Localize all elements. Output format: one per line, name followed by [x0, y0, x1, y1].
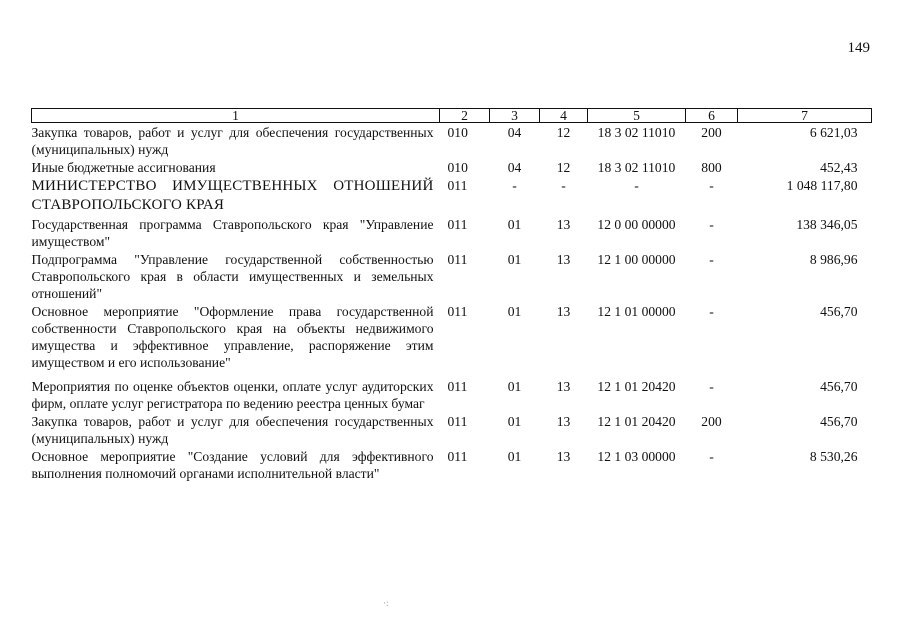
row-subsection-code: 13 [556, 304, 571, 319]
row-description: Основное мероприятие "Создание условий для эффективного выполнения полномочий органами исполнительной власти" [31, 449, 434, 481]
header-col-2: 2 [440, 109, 490, 123]
row-expense-type: - [709, 178, 714, 193]
row-subsection-code: 13 [556, 379, 571, 394]
header-col-3: 3 [490, 109, 540, 123]
row-subsection-code: 13 [556, 449, 571, 464]
row-subsection-code: - [561, 178, 566, 193]
row-subsection-code: 13 [556, 252, 571, 267]
header-col-4: 4 [540, 109, 588, 123]
row-expense-type: - [709, 217, 714, 232]
row-subsection-code: 12 [556, 160, 571, 175]
scan-artifact: ·: [383, 598, 389, 608]
row-ministry-code: 010 [447, 125, 468, 140]
table-row [32, 447, 872, 482]
row-amount: 452,43 [820, 160, 858, 175]
row-target-code: 18 3 02 11010 [597, 160, 676, 175]
table-row [32, 412, 872, 447]
header-col-7: 7 [738, 109, 872, 123]
row-description: Иные бюджетные ассигнования [31, 160, 216, 175]
row-amount: 138 346,05 [796, 217, 858, 232]
row-expense-type: - [709, 379, 714, 394]
table-row [32, 377, 872, 412]
table-row [32, 215, 872, 250]
row-target-code: 12 1 00 00000 [597, 252, 676, 267]
row-ministry-code: 010 [447, 160, 468, 175]
header-col-1: 1 [32, 109, 440, 123]
row-target-code: 12 0 00 00000 [597, 217, 676, 232]
row-description: Государственная программа Ставропольского края "Управление имуществом" [31, 217, 434, 249]
row-amount: 1 048 117,80 [786, 178, 858, 193]
row-expense-type: 800 [701, 160, 722, 175]
header-col-5: 5 [588, 109, 686, 123]
row-target-code: 12 1 01 20420 [597, 379, 676, 394]
row-target-code: 18 3 02 11010 [597, 125, 676, 140]
row-section-code: 01 [507, 414, 522, 429]
row-description: Основное мероприятие "Оформление права государственной собственности Ставропольского края на объекты недвижимого имущества и эффективное управление, распоряжение этим имуществом и его использование" [31, 304, 434, 370]
row-description: Закупка товаров, работ и услуг для обеспечения государственных (муниципальных) нужд [31, 125, 434, 157]
row-expense-type: - [709, 304, 714, 319]
row-subsection-code: 13 [556, 217, 571, 232]
row-ministry-code: 011 [447, 379, 468, 394]
row-ministry-code: 011 [447, 252, 468, 267]
row-target-code: 12 1 01 20420 [597, 414, 676, 429]
row-section-code: 01 [507, 304, 522, 319]
row-section-code: 01 [507, 252, 522, 267]
row-target-code: - [634, 178, 639, 193]
table-row [32, 250, 872, 302]
row-target-code: 12 1 03 00000 [597, 449, 676, 464]
row-section-code: - [512, 178, 517, 193]
row-description: Мероприятия по оценке объектов оценки, оплате услуг аудиторских фирм, оплате услуг регистратора по ведению реестра ценных бумаг [31, 379, 434, 411]
row-description: Закупка товаров, работ и услуг для обеспечения государственных (муниципальных) нужд [31, 414, 434, 446]
row-amount: 8 986,96 [809, 252, 858, 267]
row-amount: 456,70 [820, 379, 858, 394]
row-description: МИНИСТЕРСТВО ИМУЩЕСТВЕННЫХ ОТНОШЕНИЙ СТАВРОПОЛЬСКОГО КРАЯ [31, 178, 434, 213]
table-header-row [32, 109, 872, 123]
header-col-6: 6 [686, 109, 738, 123]
table-row [32, 158, 872, 176]
row-amount: 6 621,03 [809, 125, 858, 140]
row-section-code: 01 [507, 217, 522, 232]
row-section-code: 01 [507, 379, 522, 394]
row-ministry-code: 011 [447, 449, 468, 464]
row-ministry-code: 011 [447, 178, 468, 193]
row-target-code: 12 1 01 00000 [597, 304, 676, 319]
row-ministry-code: 011 [447, 414, 468, 429]
table-row [32, 302, 872, 371]
row-expense-type: - [709, 449, 714, 464]
table-row [32, 123, 872, 159]
row-description: Подпрограмма "Управление государственной собственностью Ставропольского края в области имущественных и земельных отношений" [31, 252, 434, 301]
page-number: 149 [847, 40, 870, 56]
row-section-code: 04 [507, 160, 522, 175]
row-expense-type: 200 [701, 125, 722, 140]
row-section-code: 04 [507, 125, 522, 140]
row-amount: 456,70 [820, 414, 858, 429]
row-ministry-code: 011 [447, 304, 468, 319]
row-amount: 8 530,26 [809, 449, 858, 464]
row-section-code: 01 [507, 449, 522, 464]
row-expense-type: 200 [701, 414, 722, 429]
row-expense-type: - [709, 252, 714, 267]
row-ministry-code: 011 [447, 217, 468, 232]
row-subsection-code: 13 [556, 414, 571, 429]
row-amount: 456,70 [820, 304, 858, 319]
budget-table [31, 108, 872, 482]
table-row [32, 176, 872, 215]
row-subsection-code: 12 [556, 125, 571, 140]
